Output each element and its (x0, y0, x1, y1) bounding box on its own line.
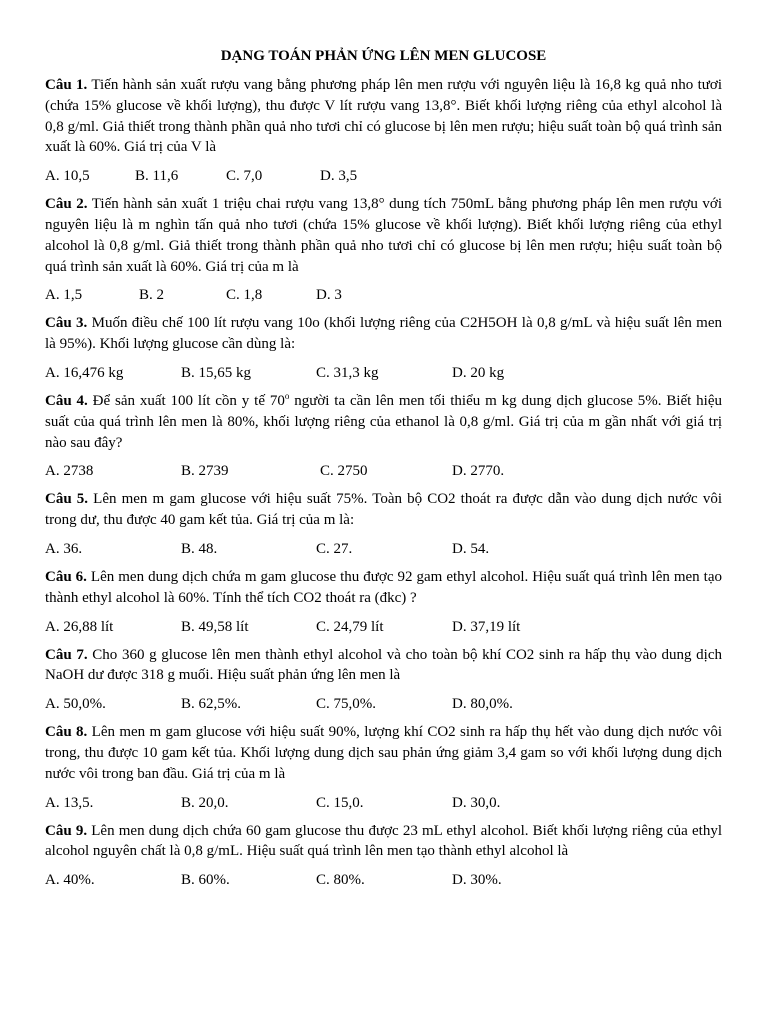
question-body: Muốn điều chế 100 lít rượu vang 10o (khối lượng riêng của C2H5OH là 0,8 g/mL và hiệu suất lên men là 95%). Khối lượng glucose cần dùng là: (45, 315, 722, 353)
option-c: C. 27. (316, 540, 353, 557)
question-3 (45, 313, 722, 383)
question-text (45, 75, 722, 158)
question-text (45, 645, 722, 687)
option-b: B. 48. (181, 540, 218, 557)
question-8 (45, 722, 722, 812)
question-text (45, 194, 722, 277)
question-body: Tiến hành sản xuất 1 triệu chai rượu vang 13,8° dung tích 750mL bằng phương pháp lên men rượu với nguyên liệu là m nghìn tấn quả nho tươi (chứa 15% glucose về khối lượng). Biết khối lượng riêng của ethyl alcohol là 0,8 g/ml. Giả thiết trong thành phần quả nho tươi chỉ có glucose bị lên men rượu; hiệu suất toàn bộ quá trình sản xuất là 60%. Giá trị của m là (45, 196, 722, 275)
answer-options (45, 870, 722, 890)
option-b: B. 20,0. (181, 794, 229, 811)
option-d: D. 30,0. (452, 794, 501, 811)
question-label: Câu 8. (45, 724, 88, 741)
option-a: A. 2738 (45, 463, 94, 480)
option-b: B. 62,5%. (181, 696, 241, 713)
option-b: B. 49,58 lít (181, 618, 249, 635)
option-c: C. 15,0. (316, 794, 364, 811)
option-b: B. 2739 (181, 463, 229, 480)
question-text (45, 567, 722, 609)
question-body: Cho 360 g glucose lên men thành ethyl alcohol và cho toàn bộ khí CO2 sinh ra hấp thụ vào dung dịch NaOH dư được 318 g muối. Hiệu suất phản ứng lên men là (45, 646, 722, 684)
option-d: D. 3 (316, 287, 342, 304)
question-body-end: người ta cần lên men tối thiểu m kg dung dịch glucose 5%. Biết hiệu suất của quá trình lên men là 80%, khối lượng riêng của ethanol là 0,8 g/ml. Giá trị của m gần nhất với giá trị nào sau đây? (45, 392, 723, 451)
question-label: Câu 3. (45, 315, 88, 332)
answer-options (45, 539, 722, 559)
question-5 (45, 489, 722, 559)
answer-options (45, 793, 722, 813)
question-text (45, 722, 722, 784)
question-label: Câu 1. (45, 77, 88, 93)
option-b: B. 15,65 kg (181, 364, 252, 381)
option-a: A. 13,5. (45, 794, 94, 811)
option-d: D. 30%. (452, 872, 502, 889)
option-c: C. 24,79 lít (316, 618, 384, 635)
option-b: B. 60%. (181, 872, 230, 889)
question-body: Lên men m gam glucose với hiệu suất 90%, lượng khí CO2 sinh ra hấp thụ hết vào dung dịch nước vôi trong, thu được 10 gam kết tủa. Khối lượng dung dịch sau phản ứng giảm 3,4 gam so với khối lượng dung dịch nước vôi trong ban đầu. Giá trị của m là (45, 724, 722, 782)
question-9 (45, 821, 722, 891)
question-body: Lên men dung dịch chứa m gam glucose thu được 92 gam ethyl alcohol. Hiệu suất quá trình lên men tạo thành ethyl alcohol là 60%. Tính thể tích CO2 thoát ra (đkc) ? (45, 568, 722, 606)
question-label: Câu 6. (45, 568, 87, 585)
document-page (45, 46, 722, 898)
option-c: C. 80%. (316, 872, 365, 889)
option-c: C. 2750 (320, 463, 368, 480)
document-title: DẠNG TOÁN PHẢN ỨNG LÊN MEN GLUCOSE (220, 48, 547, 64)
answer-options (45, 166, 722, 186)
option-c: C. 75,0%. (316, 696, 376, 713)
question-6 (45, 567, 722, 637)
option-d: D. 2770. (452, 463, 505, 480)
question-body: Lên men dung dịch chứa 60 gam glucose thu được 23 mL ethyl alcohol. Biết khối lượng riêng của ethyl alcohol nguyên chất là 0,8 g/mL. Hiệu suất quá trình lên men tạo thành ethyl alcohol là (45, 822, 722, 860)
option-b: B. 2 (139, 287, 165, 304)
question-text (45, 821, 722, 863)
question-label: Câu 4. (45, 392, 88, 409)
option-d: D. 37,19 lít (452, 618, 521, 635)
answer-options (45, 694, 722, 714)
question-7 (45, 645, 722, 715)
option-d: D. 54. (452, 540, 490, 557)
option-d: D. 80,0%. (452, 696, 513, 713)
answer-options (45, 285, 722, 305)
option-d: D. 20 kg (452, 364, 505, 381)
question-label: Câu 9. (45, 822, 88, 839)
question-body: Tiến hành sản xuất rượu vang bằng phương pháp lên men rượu với nguyên liệu là 16,8 kg quả nho tươi (chứa 15% glucose về khối lượng), thu được V lít rượu vang 13,8°. Biết khối lượng riêng của ethyl alcohol là 0,8 g/ml. Giả thiết trong thành phần quả nho tươi chỉ có glucose bị lên men rượu; hiệu suất toàn bộ quá trình sản xuất là 60%. Giá trị của V là (45, 77, 722, 156)
option-a: A. 26,88 lít (45, 618, 114, 635)
question-text (45, 489, 722, 531)
option-c: C. 31,3 kg (316, 364, 379, 381)
option-a: A. 1,5 (45, 287, 83, 304)
option-c: C. 7,0 (226, 168, 263, 185)
option-a: A. 36. (45, 540, 83, 557)
option-a: A. 10,5 (45, 168, 90, 185)
question-body-start: Để sản xuất 100 lít cồn y tế 70 (87, 392, 285, 409)
answer-options (45, 461, 722, 481)
question-label: Câu 2. (45, 196, 88, 213)
option-a: A. 16,476 kg (45, 364, 124, 381)
question-1 (45, 75, 722, 186)
option-b: B. 11,6 (135, 168, 179, 185)
degree-superscript: o (284, 390, 290, 401)
option-c: C. 1,8 (226, 287, 263, 304)
question-2 (45, 194, 722, 305)
question-text (45, 313, 722, 355)
option-d: D. 3,5 (320, 168, 358, 185)
question-4 (45, 391, 722, 481)
question-text (45, 391, 722, 453)
option-a: A. 50,0%. (45, 696, 106, 713)
answer-options (45, 363, 722, 383)
question-label: Câu 5. (45, 491, 89, 508)
question-label: Câu 7. (45, 646, 88, 663)
option-a: A. 40%. (45, 872, 95, 889)
answer-options (45, 617, 722, 637)
question-body: Lên men m gam glucose với hiệu suất 75%. Toàn bộ CO2 thoát ra được dẫn vào dung dịch nước vôi trong dư, thu được 40 gam kết tủa. Giá trị của m là: (45, 491, 722, 529)
